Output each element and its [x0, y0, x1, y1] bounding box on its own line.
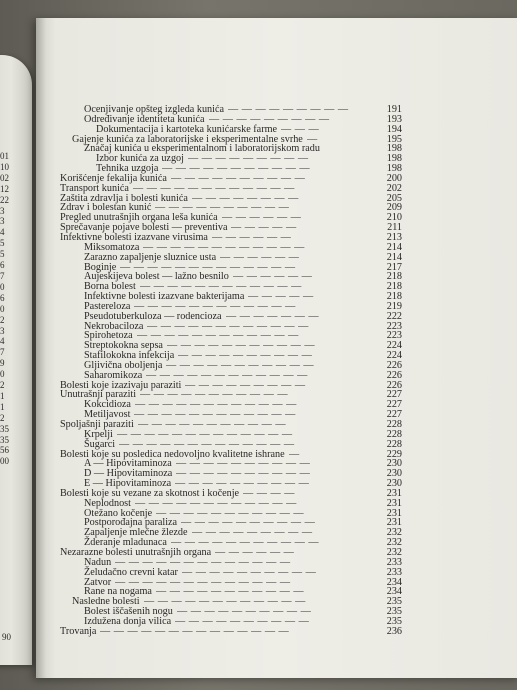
toc-entry-leader: — — — — — — — — — — — — — — [117, 429, 293, 440]
toc-entry-page-number: 226 — [386, 379, 402, 391]
toc-entry-leader: — — — — — — — — — — [192, 528, 313, 539]
toc-entry-title: Gajenje kunića za laboratorijske i eksperimentalne svrhe — [72, 133, 303, 145]
toc-entry-page-number: 235 — [386, 596, 402, 608]
toc-entry-title: Infektivne bolesti izazvane virusima — [60, 231, 208, 243]
toc-entry-leader: — — — — — — — — — — [185, 380, 306, 391]
toc-entry-page-number: 213 — [386, 231, 402, 243]
toc-entry-page-number: 198 — [386, 163, 402, 175]
left-page-margin-numbers — [0, 151, 14, 467]
toc-entry-page-number: 214 — [386, 251, 402, 263]
toc-entry-title: Pastereloza — [84, 300, 131, 312]
toc-entry-title: Bolesti koje izazivaju paraziti — [60, 379, 182, 391]
toc-entry-title: Nasledne bolesti — [72, 596, 140, 608]
toc-entry-leader: — — — — — — — — — — — [171, 173, 306, 184]
toc-entry-page-number: 224 — [386, 340, 402, 352]
toc-entry-page-number: 230 — [386, 468, 402, 480]
toc-entry-title: Unutrašnji paraziti — [60, 389, 137, 401]
toc-entry-title: Zdrav i bolestan kunić — [60, 202, 152, 214]
toc-entry-leader: — — — — — — — — — — — — — — [115, 577, 291, 588]
toc-entry-title: Bolesti koje su vezane za skotnost i kočenje — [60, 487, 240, 499]
toc-entry-page-number: 224 — [386, 350, 402, 362]
toc-entry-page-number: 193 — [386, 113, 402, 125]
toc-entry-title: Spoljašnji paraziti — [60, 419, 134, 430]
toc-entry-leader: — — — — — — — — — — — — — [143, 242, 305, 253]
toc-entry-leader: — — — — — — — — — — — — [171, 538, 320, 548]
toc-entry-leader: — — — — — — — — — — — [177, 607, 312, 617]
left-margin-number: 0 — [0, 369, 5, 380]
toc-entry-leader: — — — — — — — — — — — — [156, 587, 305, 598]
toc-entry-title: Nadun — [84, 556, 112, 568]
toc-entry-page-number: 227 — [386, 399, 402, 411]
toc-entry-title: A — Hipovitaminoza — [84, 458, 172, 470]
toc-entry-page-number: 234 — [386, 576, 402, 588]
toc-entry-page-number: 227 — [386, 409, 402, 421]
toc-entry-title: Infektivne bolesti izazvane bakterijama — [84, 291, 245, 303]
toc-entry-title: Rane na nogama — [84, 586, 152, 598]
left-margin-number: 7 — [0, 347, 5, 358]
toc-entry-title: D — Hipovitaminoza — [84, 468, 173, 480]
left-margin-number: 6 — [0, 292, 5, 303]
toc-entry-leader: — — — — — — — — — — — [176, 469, 311, 480]
toc-entry-title: Zarazno zapaljenje sluznice usta — [84, 251, 217, 263]
toc-entry-title: Trovanja — [60, 625, 97, 637]
left-margin-number: 35 — [0, 434, 9, 445]
toc-entry-title: Krpelji — [84, 428, 113, 440]
left-margin-number: 02 — [0, 172, 9, 183]
toc-entry-page-number: 218 — [386, 291, 402, 303]
toc-entry-title: Žderanje mladunaca — [84, 537, 167, 549]
toc-entry-title: Aujeskijeva bolest — lažno besnilo — [84, 271, 229, 283]
toc-entry-title: Nekrobaciloza — [84, 320, 144, 332]
toc-entry-leader: — — — — — — — — — — — [182, 567, 317, 578]
left-margin-number: 0 — [0, 281, 5, 292]
toc-entry-leader: — — — — — — — — — — — — — [147, 321, 309, 332]
toc-entry-title: Bolesti koje su posledica nedovoljno kvalitetne ishrane — [60, 448, 285, 460]
toc-entry-page-number: 219 — [386, 300, 402, 312]
toc-entry-leader: — — — — — — — — — — — — — [137, 331, 299, 342]
toc-entry-leader: — — — — — — — — — — — — — [144, 597, 306, 608]
toc-entry-leader: — — — — — — — — — — [228, 105, 349, 115]
toc-entry-title: Transport kunića — [60, 182, 129, 194]
left-page-edge — [0, 55, 32, 665]
toc-entry-page-number: 226 — [386, 359, 402, 371]
toc-entry-page-number: 229 — [386, 448, 402, 460]
toc-entry-title: Zaštita zdravlja i bolesti kunića — [60, 192, 188, 204]
toc-entry-title: Značaj kunića u eksperimentalnom i laboratorijskom radu — [84, 143, 320, 155]
toc-entry-leader: — — — — — [243, 488, 295, 499]
toc-entry-page-number: 214 — [386, 241, 402, 253]
toc-entry-leader: — — — — — — — — — — — — [138, 420, 287, 430]
left-margin-number: 35 — [0, 423, 9, 434]
toc-entry-page-number: 209 — [386, 202, 402, 214]
toc-entry-page-number: 231 — [386, 487, 402, 499]
toc-entry-leader: — — — — — — — — — — — — [162, 164, 311, 174]
toc-entry-title: Izbor kunića za uzgoj — [96, 153, 184, 165]
toc-entry-title: Zatvor — [84, 576, 112, 588]
toc-entry-page-number: 228 — [386, 428, 402, 440]
toc-entry-page-number: 231 — [386, 507, 402, 519]
left-margin-number: 5 — [0, 249, 5, 260]
toc-entry-title: Neplodnost — [84, 497, 131, 509]
toc-entry-leader: — — — — — — — — — — — — — — — [100, 626, 290, 637]
toc-entry-title: Kokcidioza — [84, 399, 131, 411]
toc-entry-title: Ocenjivanje opšteg izgleda kunića — [84, 104, 225, 115]
left-margin-number: 4 — [0, 336, 5, 347]
toc-entry-page-number: 198 — [386, 153, 402, 165]
toc-entry-title: Boginje — [84, 261, 117, 273]
toc-entry-page-number: 232 — [386, 527, 402, 539]
toc-entry-leader: — — — — — — — [212, 232, 292, 243]
left-margin-number: 2 — [0, 380, 5, 391]
toc-entry-leader: — — — — — — — — — — [209, 114, 330, 125]
toc-entry-leader: — — — — — — — — — — [188, 154, 309, 165]
left-margin-number: 3 — [0, 325, 5, 336]
toc-entry-leader: — — — — — — — — — — — [155, 203, 290, 214]
toc-entry-page-number: 233 — [386, 556, 402, 568]
toc-entry-page-number: 236 — [386, 625, 402, 637]
toc-entry-leader: — — [307, 134, 318, 145]
left-margin-number: 01 — [0, 151, 9, 161]
toc-entry-title: Sprečavanje pojave bolesti — preventiva — [60, 222, 228, 234]
toc-entry-leader: — — — — — — — — — — — [175, 616, 310, 627]
toc-entry-page-number: 217 — [386, 261, 402, 273]
left-page-bottom-number: 90 — [2, 632, 11, 642]
left-margin-number: 1 — [0, 401, 5, 412]
toc-entry-page-number: 230 — [386, 478, 402, 490]
left-margin-number: 6 — [0, 260, 5, 271]
toc-entry-page-number: 222 — [386, 310, 402, 322]
toc-entry — [60, 617, 400, 627]
toc-entry-leader: — — — — — — — — — — — — — [140, 282, 302, 293]
toc-entry-page-number: 227 — [386, 389, 402, 401]
left-margin-number: 10 — [0, 161, 9, 172]
toc-entry-page-number: 223 — [386, 320, 402, 332]
toc-entry-title: Bolest iščašenih nogu — [84, 606, 173, 618]
toc-entry-leader: — — — — — — — — — — — — — [135, 498, 297, 509]
toc-entry-page-number: 232 — [386, 537, 402, 549]
toc-entry-leader: — — — — — — — — — — — [176, 459, 311, 470]
toc-entry-page-number: 202 — [386, 182, 402, 194]
toc-entry-leader: — — — — — — — — — — — — — [134, 410, 296, 420]
toc-entry — [60, 568, 400, 578]
toc-entry-page-number: 194 — [386, 123, 402, 135]
toc-entry-title: Spirohetoza — [84, 330, 133, 342]
toc-entry-page-number: 235 — [386, 615, 402, 627]
toc-entry-title: Nezarazne bolesti unutrašnjih organa — [60, 546, 212, 558]
toc-entry-title: Određivanje identiteta kunića — [84, 113, 205, 125]
toc-entry-page-number: 205 — [386, 192, 402, 204]
left-margin-number: 1 — [0, 390, 5, 401]
left-margin-number: 4 — [0, 227, 5, 238]
toc-entry-leader: — — — — — — — — — — — — — [146, 370, 308, 381]
left-margin-number: 5 — [0, 238, 5, 249]
left-margin-number: 2 — [0, 412, 5, 423]
toc-entry — [60, 548, 400, 558]
left-margin-number: 3 — [0, 205, 5, 216]
toc-entry-leader: — — — — — — — [215, 547, 295, 558]
toc-entry-title: Gljivična oboljenja — [84, 359, 163, 371]
toc-entry-title: Borna bolest — [84, 281, 136, 293]
toc-entry-leader: — — — — — — — — — — — [181, 518, 316, 529]
toc-entry-page-number: 195 — [386, 133, 402, 145]
toc-entry-page-number: 230 — [386, 458, 402, 470]
toc-entry-title: E — Hipovitaminoza — [84, 478, 172, 490]
toc-entry-page-number: 200 — [386, 172, 402, 184]
left-margin-number: 00 — [0, 456, 9, 467]
toc-entry-leader: — — — — — — — — — — — — [166, 360, 315, 371]
toc-entry-page-number: 228 — [386, 419, 402, 430]
toc-entry-title: Pregled unutrašnjih organa leša kunića — [60, 212, 218, 224]
toc-entry-title: Šugarci — [84, 438, 116, 450]
left-margin-number: 7 — [0, 270, 5, 281]
toc-entry-title: Postporođajna paraliza — [84, 517, 178, 529]
toc-entry-page-number: 218 — [386, 281, 402, 293]
toc-entry-leader: — — — — — — — — — — — — [167, 341, 316, 352]
left-margin-number: 2 — [0, 314, 5, 325]
left-margin-number: 22 — [0, 194, 9, 205]
toc-entry-title: Streptokokna sepsa — [84, 340, 163, 352]
toc-entry-leader: — — — — — — — — [226, 311, 320, 322]
page-fold-shadow — [36, 18, 46, 678]
toc-entry-title: Miksomatoza — [84, 241, 140, 253]
toc-entry-page-number: 228 — [386, 438, 402, 450]
toc-entry-title: Izdužena donja vilica — [84, 615, 172, 627]
left-margin-number: 0 — [0, 303, 5, 314]
toc-entry-page-number: 210 — [386, 212, 402, 224]
toc-entry-leader: — — — — — — — — — — — — — — [115, 557, 291, 568]
toc-entry-page-number: 234 — [386, 586, 402, 598]
toc-entry-leader: — — — — — — — — — — — — — — [119, 439, 295, 450]
left-margin-number: 56 — [0, 445, 9, 456]
toc-entry-page-number: 231 — [386, 517, 402, 529]
toc-entry-leader: — — — — — — — — — — — — [156, 508, 305, 519]
toc-entry-leader: — — [289, 449, 300, 460]
toc-entry-title: Dokumentacija i kartoteka kunićarske farme — [96, 123, 278, 135]
toc-entry-leader: — — — — [281, 124, 320, 135]
toc-entry-page-number: 218 — [386, 271, 402, 283]
toc-entry-title: Zapaljenje mlečne žlezde — [84, 527, 188, 539]
toc-entry-leader: — — — — — — — — — — — [175, 479, 310, 489]
toc-entry-leader: — — — — — — — — — — — — — [134, 301, 296, 312]
left-margin-number: 3 — [0, 216, 5, 227]
toc-entry-page-number: 211 — [387, 222, 402, 234]
toc-entry-leader: — — — — — — [248, 292, 314, 302]
toc-entry-leader: — — — — — — — — — [192, 193, 299, 204]
toc-entry-page-number: 223 — [386, 330, 402, 342]
toc-entry — [60, 627, 400, 637]
toc-entry-page-number: 233 — [386, 566, 402, 578]
toc-entry-title: Metiljavost — [84, 409, 131, 421]
toc-entry-title: Saharomikoza — [84, 369, 143, 381]
toc-entry-leader: — — — — — — — — — — — — — — [120, 262, 296, 273]
toc-entry-leader: — — — — — — — — — — — — [140, 390, 289, 401]
toc-entry-page-number: 226 — [386, 369, 402, 381]
left-margin-number: 12 — [0, 183, 9, 194]
toc-entry-leader: — — — — — — — [222, 213, 302, 224]
toc-entry-title: Pseudotuberkuloza — rodencioza — [84, 310, 222, 322]
toc-entry-page-number: 232 — [386, 546, 402, 558]
toc-entry-title: Stafilokokna infekcija — [84, 350, 175, 362]
toc-entry-page-number: 231 — [386, 497, 402, 509]
toc-entry-leader: — — — — — — [231, 223, 297, 233]
toc-entry-title: Želudačno crevni katar — [84, 566, 178, 578]
toc-entry-leader: — — — — — — — [233, 272, 313, 283]
toc-entry-page-number: 235 — [386, 606, 402, 618]
left-margin-number: 9 — [0, 358, 5, 369]
toc-entry-page-number: 198 — [386, 143, 402, 155]
table-of-contents — [60, 105, 400, 637]
toc-entry-leader: — — — — — — — — — — — — — [133, 183, 295, 194]
toc-entry-leader: — — — — — — — — — — — — — [135, 400, 297, 411]
toc-entry-title: Korišćenje fekalija kunića — [60, 172, 167, 184]
toc-entry-leader: — — — — — — — [220, 252, 300, 263]
toc-entry-page-number: 191 — [386, 104, 402, 115]
toc-entry-title: Tehnika uzgoja — [96, 163, 159, 175]
toc-entry-title: Otežano kočenje — [84, 507, 153, 519]
toc-entry-leader: — — — — — — — — — — — [178, 351, 313, 361]
